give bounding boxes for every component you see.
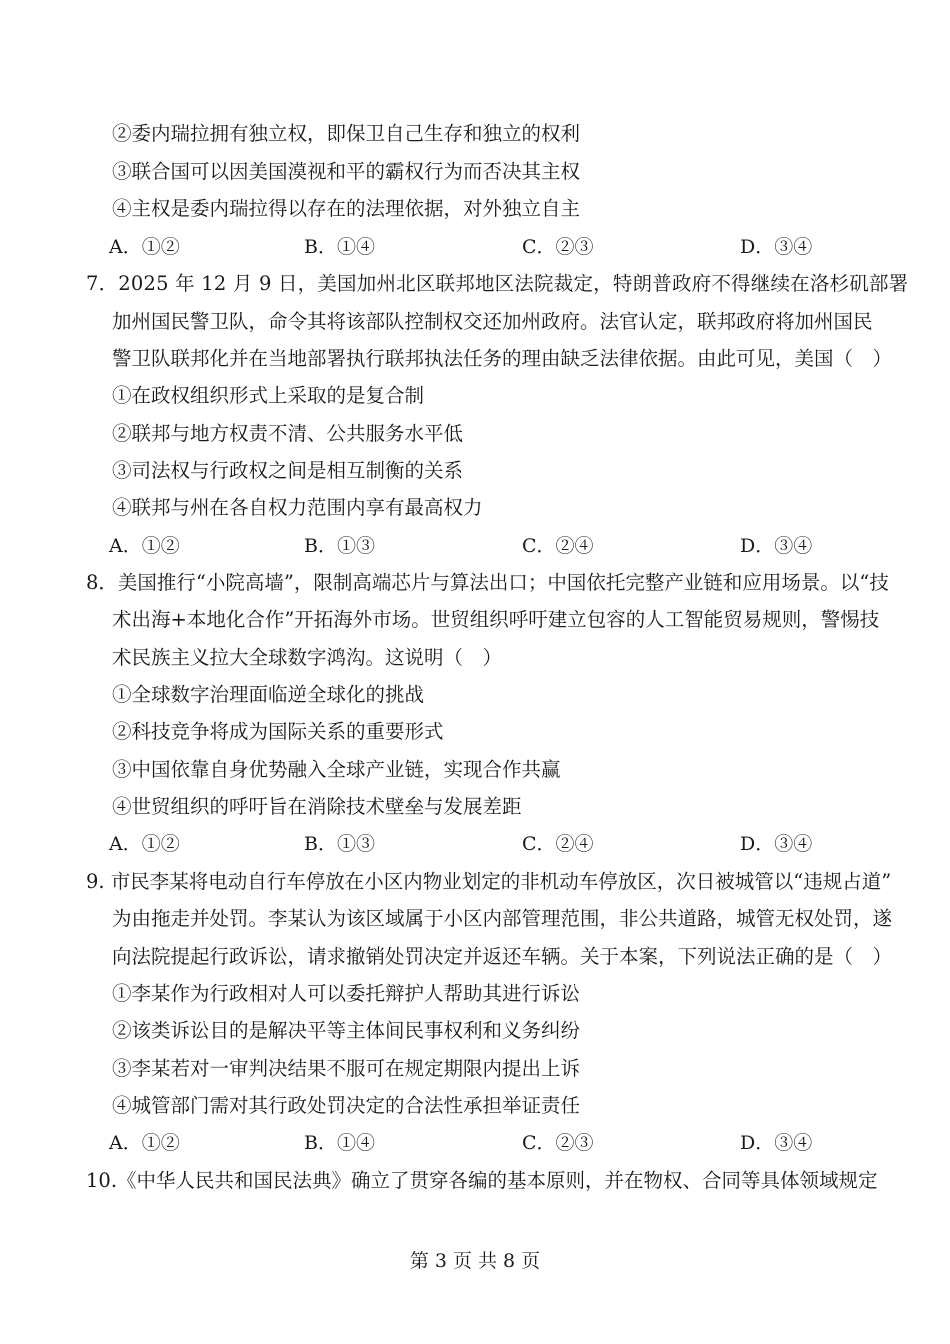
q7-stem-line-1: 7．2025 年 12 月 9 日，美国加州北区联邦地区法院裁定，特朗普政府不得继续在洛杉矶部署	[86, 272, 909, 295]
q9-stem-line-1: 9. 市民李某将电动自行车停放在小区内物业划定的非机动车停放区，次日被城管以“违规占道”	[86, 870, 892, 893]
q8-stem-line-2: 术出海+本地化合作”开拓海外市场。世贸组织呼吁建立包容的人工智能贸易规则，警惕技	[112, 608, 880, 631]
q7-stem-line-2: 加州国民警卫队，命令其将该部队控制权交还加州政府。法官认定，联邦政府将加州国民	[112, 310, 873, 333]
q8-item-2: ②科技竞争将成为国际关系的重要形式	[112, 720, 444, 743]
q9-item-1: ①李某作为行政相对人可以委托辩护人帮助其进行诉讼	[112, 982, 581, 1005]
q7-item-3: ③司法权与行政权之间是相互制衡的关系	[112, 459, 464, 482]
q9-option-d: D．③④	[740, 1132, 813, 1154]
q9-item-3: ③李某若对一审判决结果不服可在规定期限内提出上诉	[112, 1057, 581, 1080]
q6-item-4: ④主权是委内瑞拉得以存在的法理依据，对外独立自主	[112, 197, 581, 220]
q9-item-2: ②该类诉讼目的是解决平等主体间民事权利和义务纠纷	[112, 1019, 581, 1042]
q8-stem-line-1: 8．美国推行“小院高墙”，限制高端芯片与算法出口；中国依托完整产业链和应用场景。以“技	[86, 571, 889, 594]
q7-item-1: ①在政权组织形式上采取的是复合制	[112, 384, 425, 407]
q8-option-b: B．①③	[304, 833, 375, 855]
q6-item-2: ②委内瑞拉拥有独立权，即保卫自己生存和独立的权利	[112, 122, 581, 145]
q9-stem-line-3: 向法院提起行政诉讼，请求撤销处罚决定并返还车辆。关于本案，下列说法正确的是（ ）	[112, 945, 893, 968]
q9-stem-line-2: 为由拖走并处罚。李某认为该区域属于小区内部管理范围，非公共道路，城管无权处罚，遂	[112, 907, 893, 930]
page-footer: 第 3 页 共 8 页	[409, 1250, 541, 1272]
q9-item-4: ④城管部门需对其行政处罚决定的合法性承担举证责任	[112, 1094, 581, 1117]
q8-item-1: ①全球数字治理面临逆全球化的挑战	[112, 683, 425, 706]
q6-option-a: A．①②	[109, 236, 180, 258]
q8-option-a: A．①②	[109, 833, 180, 855]
q8-stem-line-3: 术民族主义拉大全球数字鸿沟。这说明（ ）	[112, 646, 503, 669]
q7-item-4: ④联邦与州在各自权力范围内享有最高权力	[112, 496, 483, 519]
q7-option-d: D．③④	[740, 535, 813, 557]
q8-item-4: ④世贸组织的呼吁旨在消除技术壁垒与发展差距	[112, 795, 522, 818]
q8-option-c: C．②④	[522, 833, 594, 855]
q6-option-c: C．②③	[522, 236, 594, 258]
q9-option-b: B．①④	[304, 1132, 375, 1154]
q7-option-c: C．②④	[522, 535, 594, 557]
q6-option-b: B．①④	[304, 236, 375, 258]
q8-option-d: D．③④	[740, 833, 813, 855]
q7-option-a: A．①②	[109, 535, 180, 557]
q9-option-a: A．①②	[109, 1132, 180, 1154]
q6-item-3: ③联合国可以因美国漠视和平的霸权行为而否决其主权	[112, 160, 581, 183]
q7-option-b: B．①③	[304, 535, 375, 557]
q8-item-3: ③中国依靠自身优势融入全球产业链，实现合作共赢	[112, 758, 561, 781]
q9-option-c: C．②③	[522, 1132, 594, 1154]
q7-item-2: ②联邦与地方权责不清、公共服务水平低	[112, 422, 464, 445]
q10-stem-line-1: 10.《中华人民共和国民法典》确立了贯穿各编的基本原则，并在物权、合同等具体领域规定	[86, 1169, 878, 1192]
q6-option-d: D．③④	[740, 236, 813, 258]
q7-stem-line-3: 警卫队联邦化并在当地部署执行联邦执法任务的理由缺乏法律依据。由此可见，美国（ ）	[112, 347, 893, 370]
